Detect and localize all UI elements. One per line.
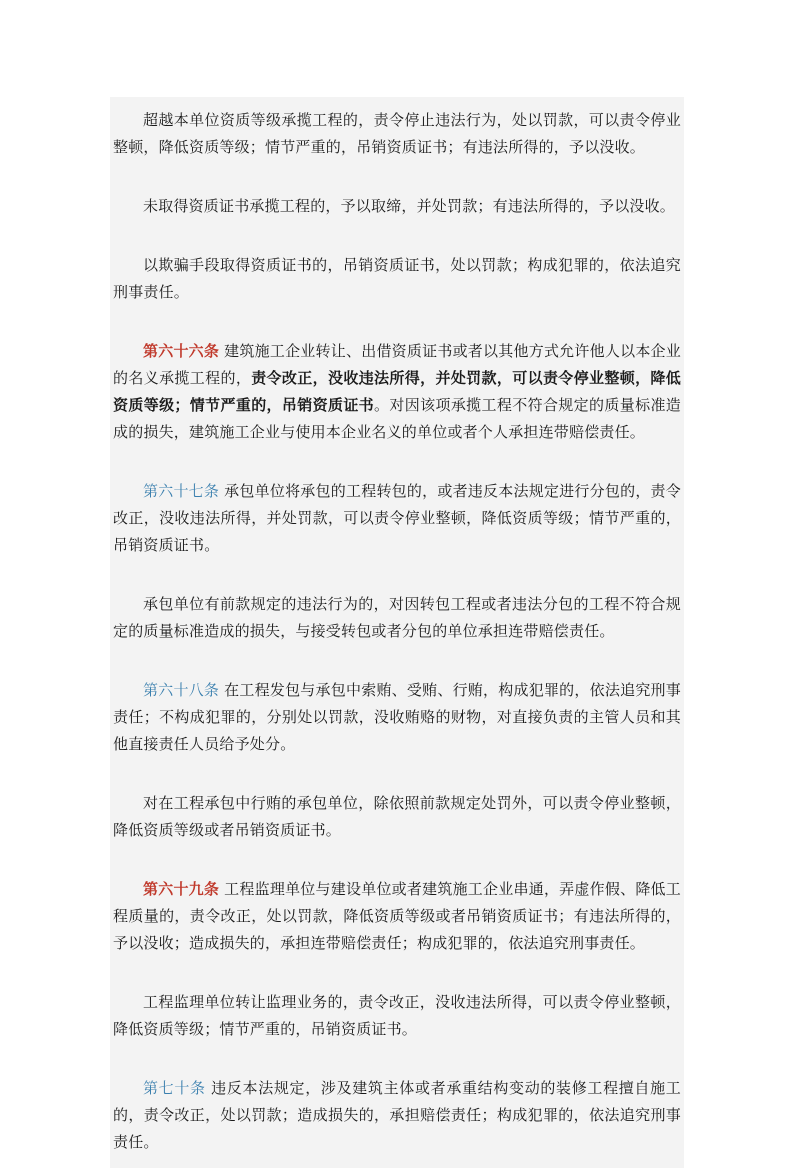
- paragraph-text: 承包单位将承包的工程转包的，或者违反本法规定进行分包的，责令改正，没收违法所得，并处罚款，可以责令停业整顿，降低资质等级；情节严重的，吊销资质证书。: [113, 482, 681, 554]
- paragraph-text: 工程监理单位转让监理业务的，责令改正，没收违法所得，可以责令停业整顿，降低资质等级；情节严重的，吊销资质证书。: [113, 993, 681, 1038]
- paragraph-text: 承包单位有前款规定的违法行为的，对因转包工程或者违法分包的工程不符合规定的质量标准造成的损失，与接受转包或者分包的单位承担连带赔偿责任。: [113, 595, 681, 640]
- paragraph-10: [110, 979, 684, 1055]
- paragraph-text: 建筑施工企业转让、出借资质证书或者以其他方式允许他人以本企业的名义承揽工程的，: [113, 342, 681, 387]
- paragraph-text: 。对因该项承揽工程不符合规定的质量标准造成的损失，建筑施工企业与使用本企业名义的单位或者个人承担连带赔偿责任。: [113, 396, 681, 441]
- paragraph-8: [110, 780, 684, 856]
- paragraph-6: [110, 581, 684, 657]
- article-69: [110, 866, 684, 969]
- article-68: [110, 667, 684, 770]
- paragraph-text: 违反本法规定，涉及建筑主体或者承重结构变动的装修工程擅自施工的，责令改正，处以罚款；造成损失的，承担赔偿责任；构成犯罪的，依法追究刑事责任。: [113, 1079, 681, 1151]
- article-70: [110, 1065, 684, 1168]
- article-number-70: 第七十条: [143, 1079, 206, 1097]
- article-number-69: 第六十九条: [143, 880, 220, 898]
- article-number-66: 第六十六条: [143, 342, 220, 360]
- paragraph-1: [110, 97, 684, 173]
- paragraph-text: 工程监理单位与建设单位或者建筑施工企业串通，弄虚作假、降低工程质量的，责令改正，处以罚款，降低资质等级或者吊销资质证书；有违法所得的，予以没收；造成损失的，承担连带赔偿责任；构成犯罪的，依法追究刑事责任。: [113, 880, 681, 952]
- paragraph-text: 超越本单位资质等级承揽工程的，责令停止违法行为，处以罚款，可以责令停业整顿，降低资质等级；情节严重的，吊销资质证书；有违法所得的，予以没收。: [113, 111, 681, 156]
- document-content: [110, 97, 684, 1168]
- article-67: [110, 468, 684, 571]
- paragraph-3: [110, 242, 684, 318]
- paragraph-text: 未取得资质证书承揽工程的，予以取缔，并处罚款；有违法所得的，予以没收。: [143, 197, 676, 215]
- paragraph-2: [110, 183, 684, 232]
- article-66: [110, 328, 684, 458]
- paragraph-text: 在工程发包与承包中索贿、受贿、行贿，构成犯罪的，依法追究刑事责任；不构成犯罪的，分别处以罚款，没收贿赂的财物，对直接负责的主管人员和其他直接责任人员给予处分。: [113, 681, 681, 753]
- article-number-68: 第六十八条: [143, 681, 220, 699]
- paragraph-text: 对在工程承包中行贿的承包单位，除依照前款规定处罚外，可以责令停业整顿，降低资质等级或者吊销资质证书。: [113, 794, 681, 839]
- paragraph-bold-text: 责令改正，没收违法所得，并处罚款，可以责令停业整顿，降低资质等级；情节严重的，吊销资质证书: [113, 369, 681, 414]
- article-number-67: 第六十七条: [143, 482, 220, 500]
- paragraph-text: 以欺骗手段取得资质证书的，吊销资质证书，处以罚款；构成犯罪的，依法追究刑事责任。: [113, 256, 681, 301]
